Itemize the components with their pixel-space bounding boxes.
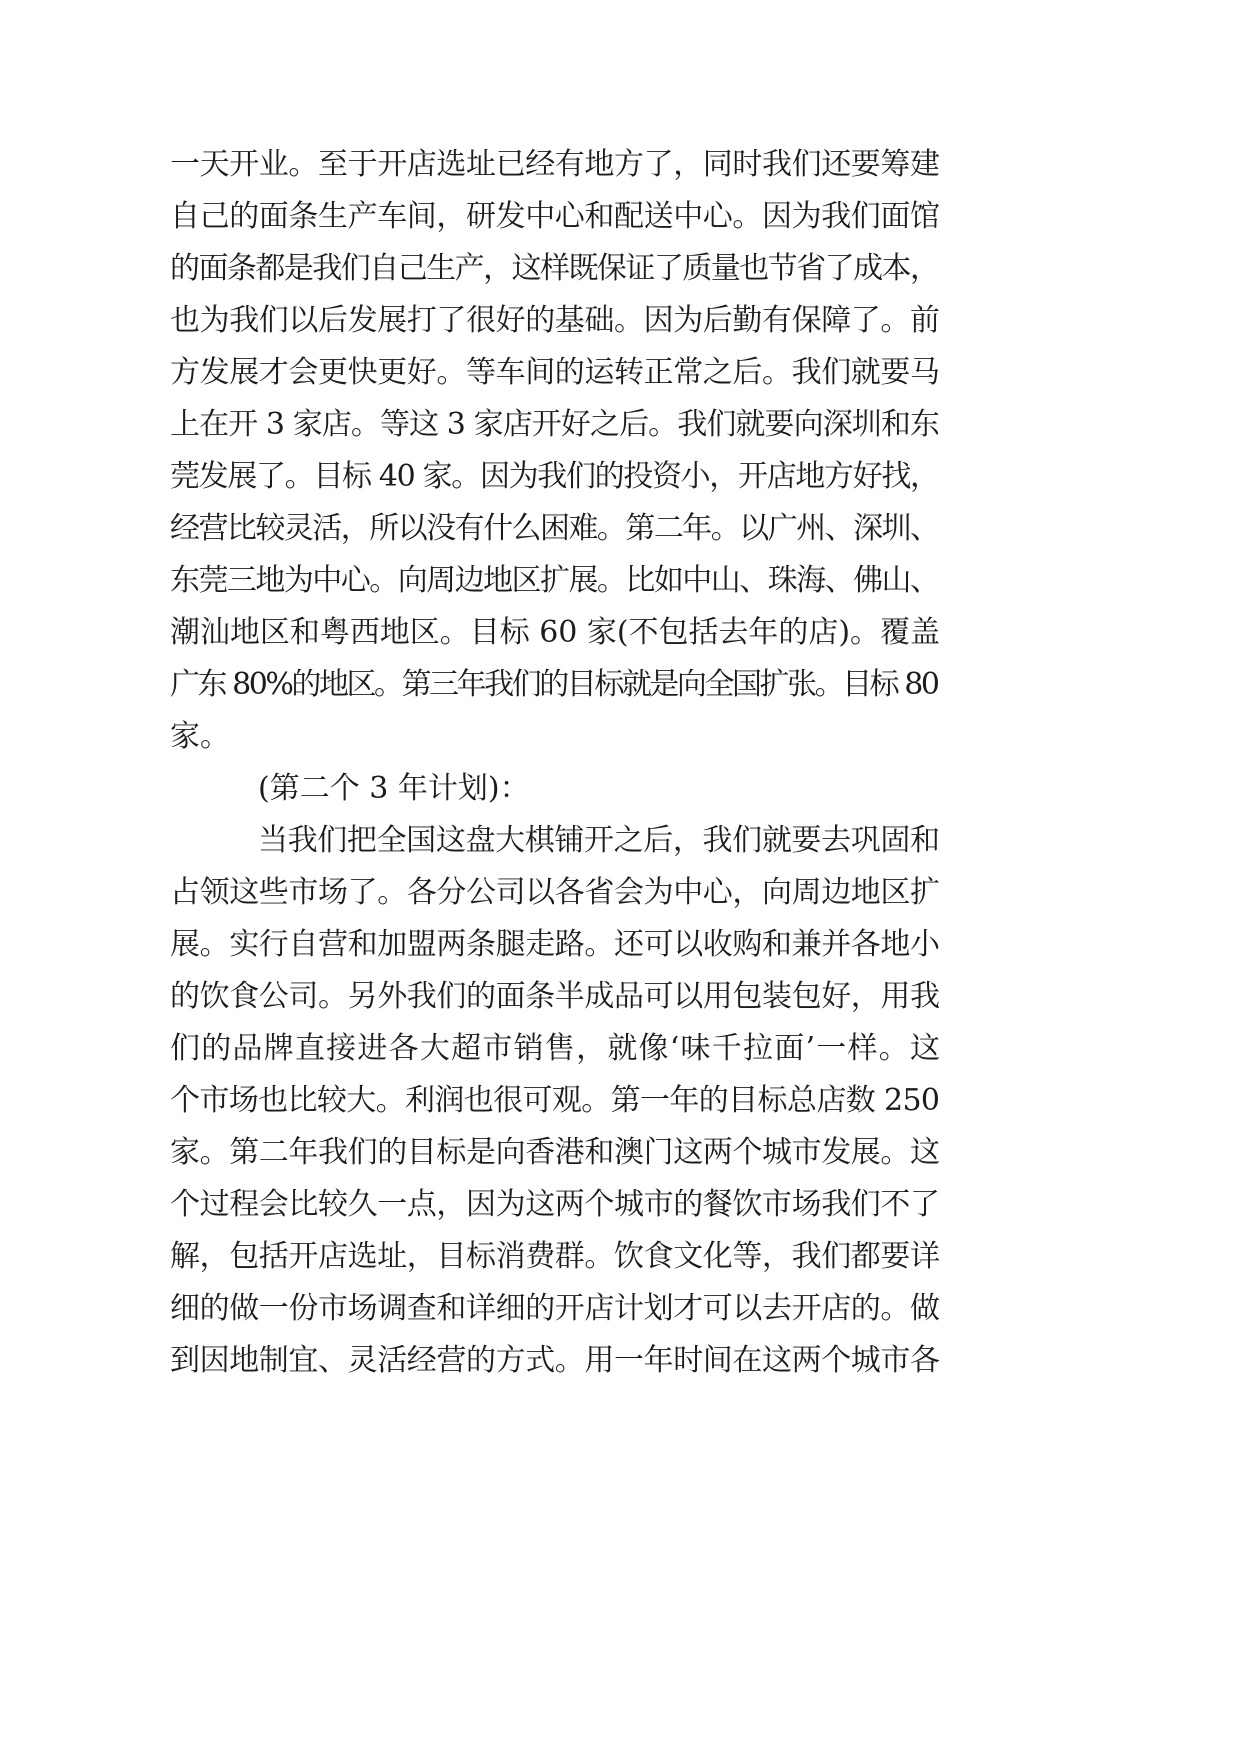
paragraph-first-line <box>170 815 940 867</box>
text-line-content: 经营比较灵活，所以没有什么困难。第二年。以广州、深圳、 <box>170 511 939 546</box>
text-line <box>170 191 940 243</box>
text-line-content: 个市场也比较大。利润也很可观。第一年的目标总店数 250 <box>170 1083 940 1118</box>
text-line <box>170 1283 940 1335</box>
text-line-content: 解，包括开店选址，目标消费群。饮食文化等，我们都要详 <box>170 1239 940 1274</box>
text-line-content: 到因地制宜、灵活经营的方式。用一年时间在这两个城市各 <box>170 1343 940 1378</box>
text-line-content: 潮汕地区和粤西地区。目标 60 家(不包括去年的店)。覆盖 <box>170 615 940 650</box>
text-line-content: 的面条都是我们自己生产，这样既保证了质量也节省了成本， <box>170 251 939 286</box>
text-line <box>170 867 940 919</box>
text-line <box>170 243 940 295</box>
text-line-content: 的饮食公司。另外我们的面条半成品可以用包装包好，用我 <box>170 979 940 1014</box>
text-line <box>170 347 940 399</box>
text-line-content: 们的品牌直接进各大超市销售，就像‘味千拉面’一样。这 <box>170 1031 942 1066</box>
text-line <box>170 919 940 971</box>
text-line <box>170 295 940 347</box>
text-line-content: 家。第二年我们的目标是向香港和澳门这两个城市发展。这 <box>170 1135 940 1170</box>
text-line <box>170 139 940 191</box>
text-line-content: 也为我们以后发展打了很好的基础。因为后勤有保障了。前 <box>170 303 940 338</box>
text-line <box>170 1023 940 1075</box>
body-text <box>170 139 940 1387</box>
text-line-content: 自己的面条生产车间，研发中心和配送中心。因为我们面馆 <box>170 199 940 234</box>
text-line-content: 方发展才会更快更好。等车间的运转正常之后。我们就要马 <box>170 355 940 390</box>
text-line <box>170 1335 940 1387</box>
text-line-content: 家。 <box>170 719 230 754</box>
text-line <box>170 503 940 555</box>
text-line <box>170 555 940 607</box>
text-line-content: 当我们把全国这盘大棋铺开之后，我们就要去巩固和 <box>258 823 940 858</box>
text-line-content: 个过程会比较久一点，因为这两个城市的餐饮市场我们不了 <box>170 1187 940 1222</box>
text-line <box>170 451 940 503</box>
text-line <box>170 1231 940 1283</box>
text-line-content: 细的做一份市场调查和详细的开店计划才可以去开店的。做 <box>170 1291 940 1326</box>
section-heading <box>170 763 940 815</box>
text-line-content: 莞发展了。目标 40 家。因为我们的投资小，开店地方好找， <box>170 459 939 494</box>
text-line <box>170 1179 940 1231</box>
section-heading-text: (第二个 3 年计划)： <box>258 771 530 806</box>
text-line <box>170 607 940 659</box>
text-line-content: 一天开业。至于开店选址已经有地方了，同时我们还要筹建 <box>170 147 940 182</box>
text-line <box>170 1075 940 1127</box>
text-line <box>170 971 940 1023</box>
text-line <box>170 399 940 451</box>
text-line-content: 东莞三地为中心。向周边地区扩展。比如中山、珠海、佛山、 <box>170 563 939 598</box>
text-line-content: 上在开 3 家店。等这 3 家店开好之后。我们就要向深圳和东 <box>170 407 940 442</box>
text-line <box>170 711 940 763</box>
text-line <box>170 1127 940 1179</box>
text-line <box>170 659 940 711</box>
text-line-content: 展。实行自营和加盟两条腿走路。还可以收购和兼并各地小 <box>170 927 940 962</box>
text-line-content: 占领这些市场了。各分公司以各省会为中心，向周边地区扩 <box>170 875 940 910</box>
text-line-content: 广东 80%的地区。第三年我们的目标就是向全国扩张。目标 80 <box>170 667 938 702</box>
